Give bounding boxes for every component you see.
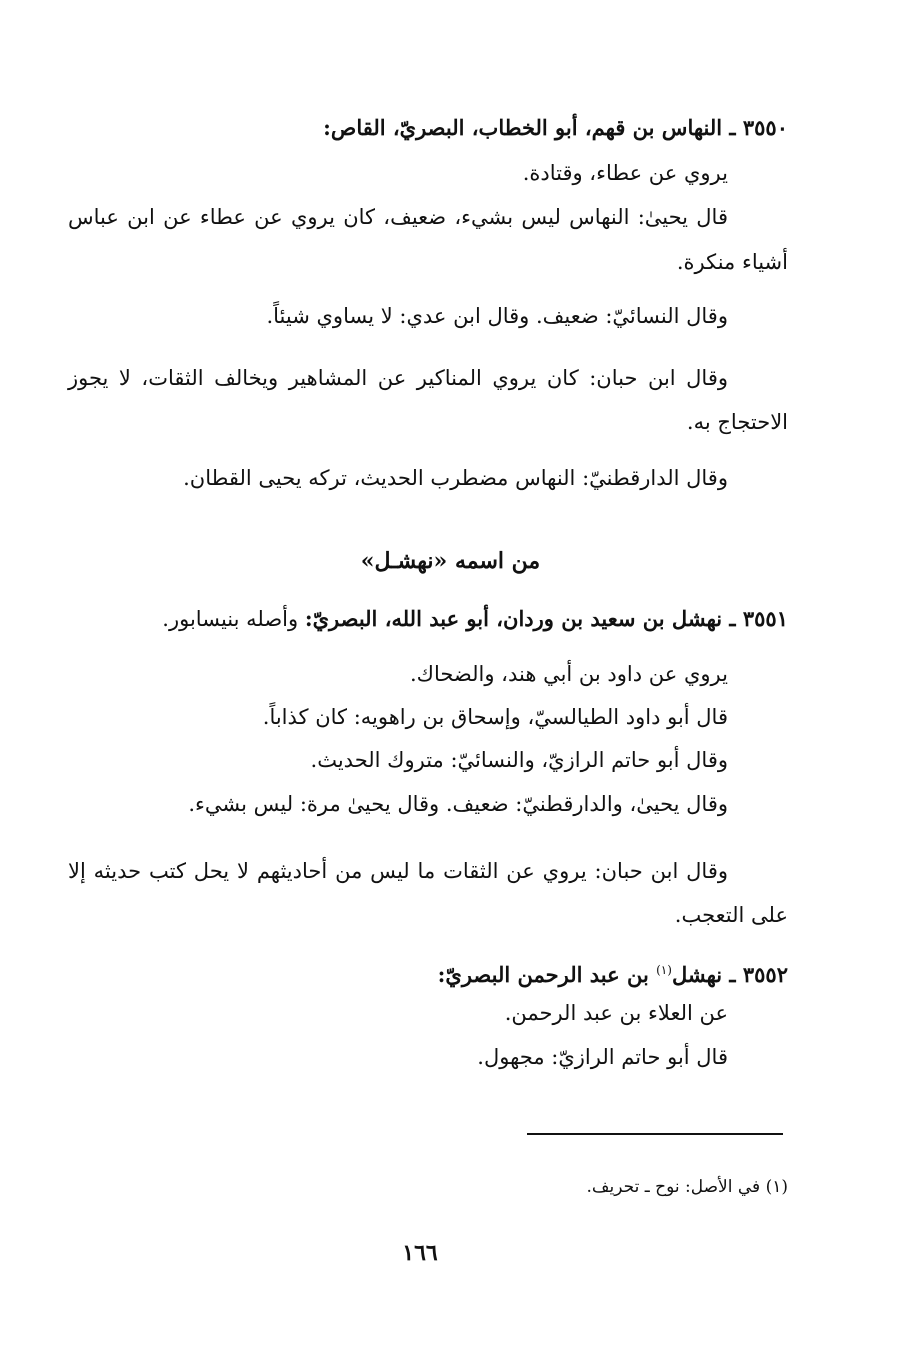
entry-3550-line: وقال ابن حبان: كان يروي المناكير عن المشاهير ويخالف الثقات، لا يجوز [68, 366, 728, 390]
entry-3552-title: ٣٥٥٢ ـ نهشل [671, 962, 788, 987]
footnote-ref: (١) [656, 963, 672, 977]
footnote-text: (١) في الأصل: نوح ـ تحريف. [586, 1177, 788, 1197]
entry-3551-line: قال أبو داود الطيالسيّ، وإسحاق بن راهويه: كان كذاباً. [262, 705, 728, 729]
entry-3550-line: قال يحيىٰ: النهاس ليس بشيء، ضعيف، كان يروي عن عطاء عن ابن عباس [68, 205, 728, 229]
entry-3551-title: ٣٥٥١ ـ نهشل بن سعيد بن وردان، أبو عبد الله، البصريّ: [304, 606, 788, 631]
entry-3550-line: يروي عن عطاء، وقتادة. [522, 161, 728, 185]
entry-3551-line: وقال يحيىٰ، والدارقطنيّ: ضعيف. وقال يحيىٰ مرة: ليس بشيء. [188, 792, 728, 816]
entry-3550-line: أشياء منكرة. [676, 250, 788, 274]
entry-3551-title-rest: وأصله بنيسابور. [162, 607, 305, 631]
entry-3550-line: وقال النسائيّ: ضعيف. وقال ابن عدي: لا يساوي شيئاً. [266, 304, 728, 328]
entry-3550-line: وقال الدارقطنيّ: النهاس مضطرب الحديث، تركه يحيى القطان. [183, 466, 728, 490]
entry-3551-heading [162, 604, 788, 634]
entry-3551-line: وقال أبو حاتم الرازيّ، والنسائيّ: متروك الحديث. [310, 748, 728, 772]
entry-3551-line: يروي عن داود بن أبي هند، والضحاك. [409, 662, 728, 686]
entry-3550-heading: ٣٥٥٠ ـ النهاس بن قهم، أبو الخطاب، البصريّ، القاص: [323, 115, 788, 140]
section-heading: من اسمه «نهشـل» [360, 548, 541, 574]
entry-3552-title-rest: بن عبد الرحمن البصريّ: [437, 962, 657, 987]
entry-3551-line: على التعجب. [674, 903, 788, 927]
entry-3552-heading [438, 955, 788, 990]
entry-3552-line: قال أبو حاتم الرازيّ: مجهول. [477, 1045, 728, 1069]
entry-3552-line: عن العلاء بن عبد الرحمن. [504, 1001, 728, 1025]
entry-3550-line: الاحتجاج به. [686, 410, 788, 434]
page-number: ١٦٦ [402, 1240, 438, 1266]
footnote-separator [527, 1133, 783, 1135]
entry-3551-line: وقال ابن حبان: يروي عن الثقات ما ليس من أحاديثهم لا يحل كتب حديثه إلا [68, 859, 728, 883]
